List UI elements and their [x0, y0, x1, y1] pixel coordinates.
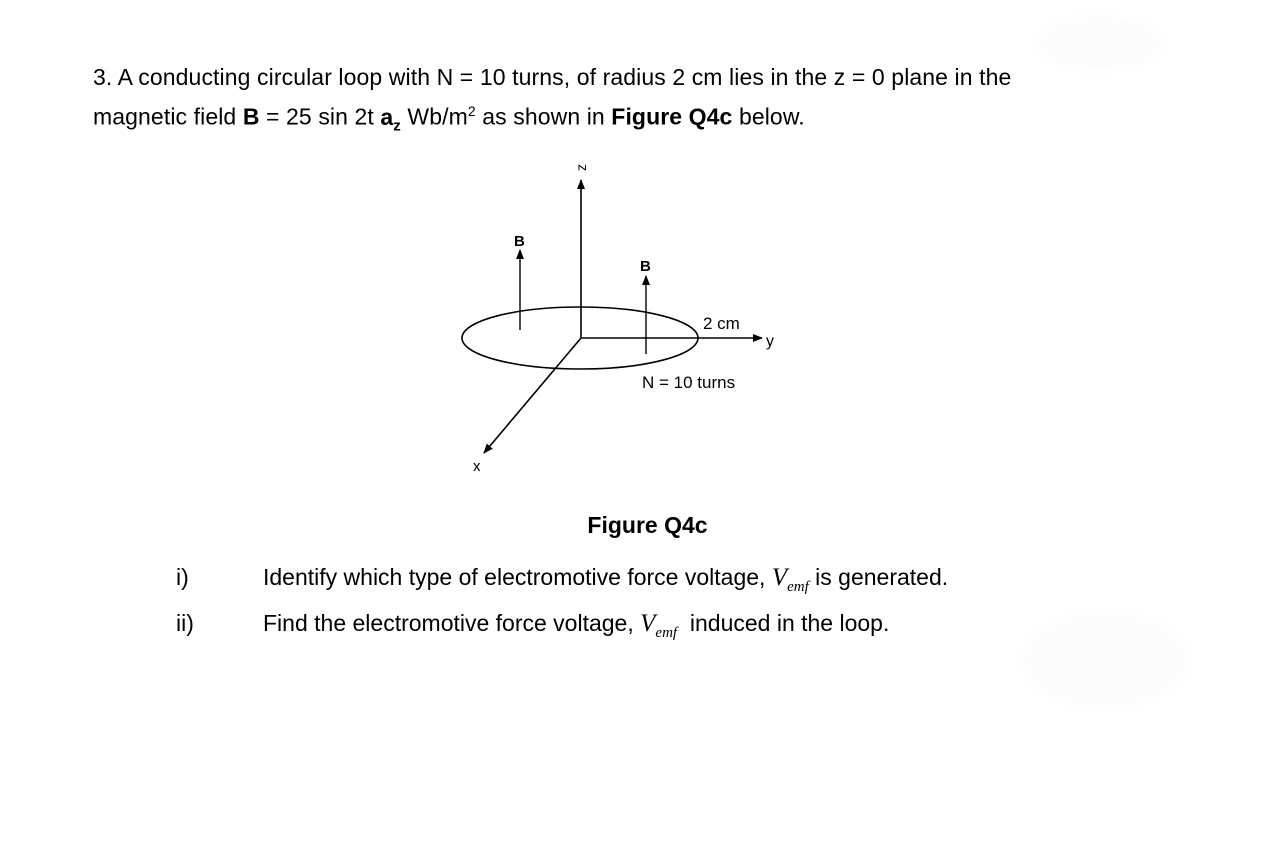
part-text: Find the electromotive force voltage, $V_{emf}$ induced in the loop. [263, 610, 890, 641]
axis-label-x: x [473, 458, 481, 475]
loop-diagram [440, 150, 800, 480]
background-smudge-right [1025, 615, 1185, 705]
question-line-1: A conducting circular loop with N = 10 turns, of radius 2 cm lies in the z = 0 plane in the [117, 64, 1012, 90]
turns-label: N = 10 turns [642, 373, 736, 392]
axis-label-y: y [766, 333, 774, 350]
axis-label-z: z [573, 164, 589, 171]
question-text: 3. A conducting circular loop with N = 10 turns, of radius 2 cm lies in the z = 0 plane in the magnetic field B = 25 sin 2t $a_z$ $Wb/m^2$ as shown in Figure Q4c below. [93, 64, 1012, 135]
vemf-symbol: $V_{emf}$ [771, 564, 809, 595]
vemf-symbol: $V_{emf}$ [640, 610, 678, 641]
field-label-right: B [640, 258, 651, 275]
part-number: i) [176, 564, 189, 590]
x-axis [484, 338, 581, 453]
question-number: 3. [93, 64, 113, 90]
part-text: Identify which type of electromotive force voltage, $V_{emf}$ is generated. [263, 564, 949, 595]
field-label-left: B [514, 233, 525, 250]
part-number: ii) [176, 610, 194, 636]
figure-reference: Figure Q4c [611, 103, 733, 130]
unit-vector: $a_z$ [380, 103, 401, 135]
radius-label: 2 cm [703, 314, 740, 333]
figure-caption: Figure Q4c [587, 512, 708, 538]
field-symbol: B [242, 103, 260, 130]
